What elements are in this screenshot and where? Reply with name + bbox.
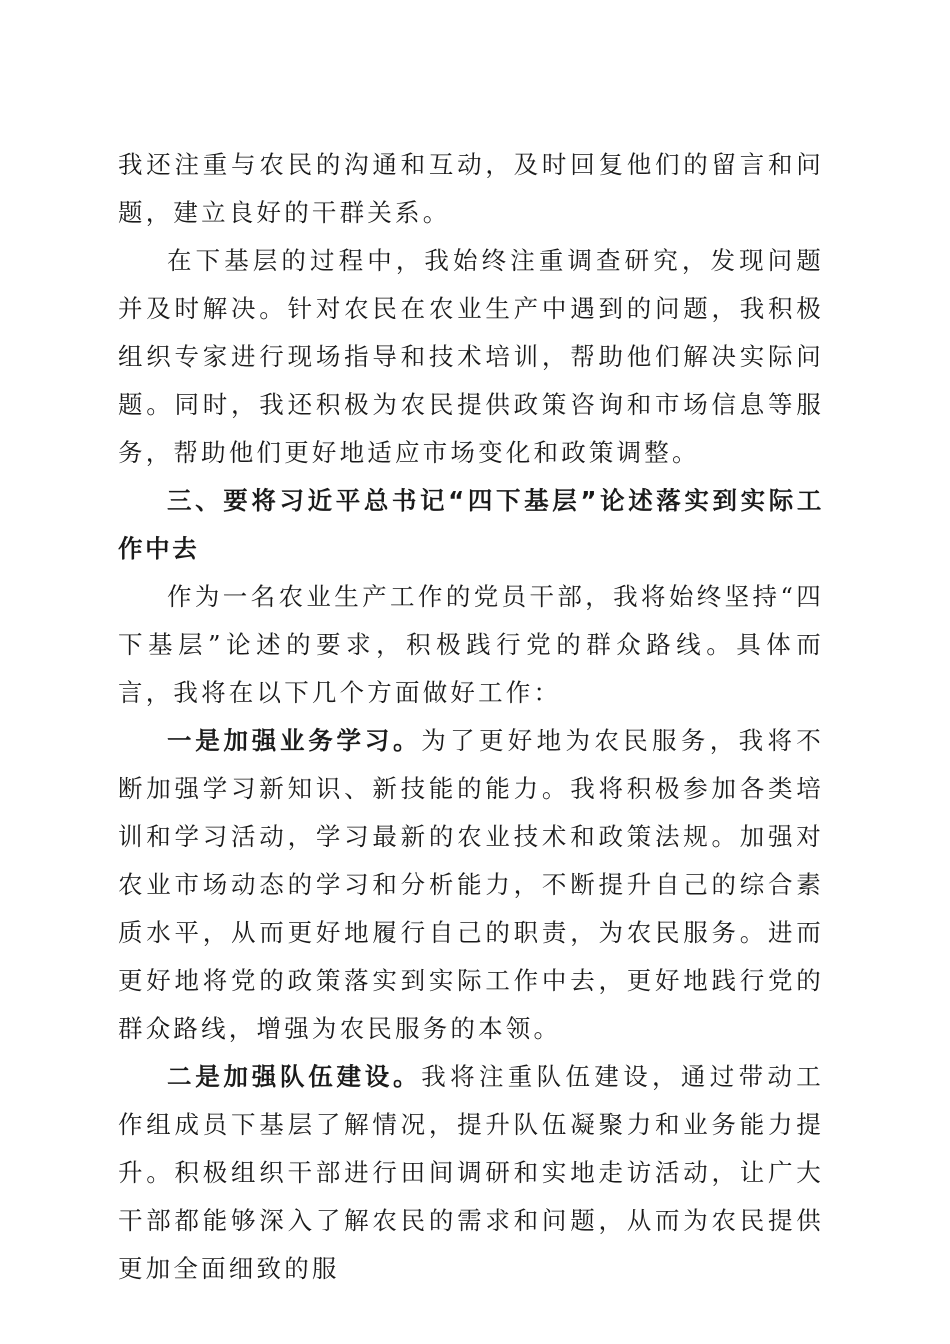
document-body [118, 141, 824, 1293]
paragraph-team-text: 我将注重队伍建设，通过带动工作组成员下基层了解情况，提升队伍凝聚力和业务能力提升。积极组织干部进行田间调研和实地走访活动，让广大干部都能够深入了解农民的需求和问题，从而为农民提供更加全面细致的服 [118, 1062, 824, 1283]
paragraph-business-learning [118, 717, 824, 1053]
lead-phrase-learning: 一是加强业务学习。 [167, 726, 422, 755]
paragraph-learning-text: 为了更好地为农民服务，我将不断加强学习新知识、新技能的能力。我将积极参加各类培训和学习活动，学习最新的农业技术和政策法规。加强对农业市场动态的学习和分析能力，不断提升自己的综合素质水平，从而更好地履行自己的职责，为农民服务。进而更好地将党的政策落实到实际工作中去，更好地践行党的群众路线，增强为农民服务的本领。 [118, 726, 824, 1043]
paragraph-team-building [118, 1053, 824, 1293]
paragraph-intro-commitment: 作为一名农业生产工作的党员干部，我将始终坚持“四下基层”论述的要求，积极践行党的群众路线。具体而言，我将在以下几个方面做好工作： [118, 582, 824, 707]
paragraph-continuation: 我还注重与农民的沟通和互动，及时回复他们的留言和问题，建立良好的干群关系。 [118, 150, 824, 227]
paragraph-grassroots-research: 在下基层的过程中，我始终注重调查研究，发现问题并及时解决。针对农民在农业生产中遇到的问题，我积极组织专家进行现场指导和技术培训，帮助他们解决实际问题。同时，我还积极为农民提供政策咨询和市场信息等服务，帮助他们更好地适应市场变化和政策调整。 [118, 246, 824, 467]
lead-phrase-team: 二是加强队伍建设。 [167, 1062, 422, 1091]
section-heading-three: 三、要将习近平总书记“四下基层”论述落实到实际工作中去 [118, 486, 824, 563]
